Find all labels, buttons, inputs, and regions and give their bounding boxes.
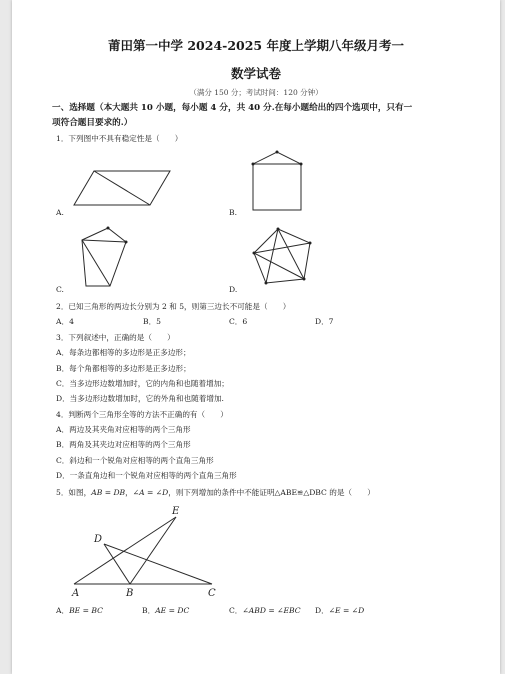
section-heading-line1: 一、选择题（本大题共 10 小题，每小题 4 分，共 40 分.在每小题给出的四个选项中，只有一 bbox=[52, 103, 413, 113]
q2-option-a: A．4 bbox=[56, 317, 74, 326]
q5-stem-math-1: AB = DB bbox=[91, 488, 126, 497]
q2-option-b: B．5 bbox=[143, 317, 162, 326]
q5-option-d bbox=[315, 605, 364, 616]
q3-option-d: D．当多边形边数增加时，它的外角和也随着增加. bbox=[56, 394, 224, 403]
exam-title: 莆田第一中学 2024-2025 年度上学期八年级月考一 bbox=[108, 38, 404, 53]
q5-figure-label-c: C bbox=[208, 588, 216, 599]
q4-option-d: D．一条直角边和一个锐角对应相等的两个直角三角形 bbox=[56, 471, 237, 480]
q1-figure-d-pentagon bbox=[250, 225, 322, 287]
question-1-stem: 1．下列图中不具有稳定性是（ ） bbox=[56, 134, 183, 143]
q3-option-c: C．当多边形边数增加时，它的内角和也随着增加； bbox=[56, 379, 229, 388]
q1-label-b: B. bbox=[229, 208, 237, 217]
q5-option-a bbox=[56, 605, 103, 616]
q3-option-b: B．每个角都相等的多边形是正多边形； bbox=[56, 364, 191, 373]
question-3-stem: 3．下列叙述中，正确的是（ ） bbox=[56, 333, 175, 342]
q2-option-c: C．6 bbox=[229, 317, 248, 326]
q5-option-c bbox=[229, 605, 301, 616]
q5-stem-suffix: ，则下列增加的条件中不能证明△ABE≌△DBC 的是（ ） bbox=[168, 488, 375, 497]
q5-stem-prefix: 5．如图， bbox=[56, 488, 92, 497]
q5-stem-sep: ， bbox=[125, 488, 133, 497]
q5-option-b-math: AE = DC bbox=[155, 606, 190, 615]
q1-figure-a-parallelogram bbox=[72, 165, 182, 210]
q2-option-d: D．7 bbox=[315, 317, 334, 326]
q5-figure-label-a: A bbox=[72, 588, 80, 599]
exam-page bbox=[12, 0, 500, 674]
q1-figure-c-quad bbox=[74, 226, 134, 288]
q4-option-c: C．斜边和一个锐角对应相等的两个直角三角形 bbox=[56, 456, 214, 465]
q5-figure-label-e: E bbox=[172, 506, 180, 517]
q1-label-a: A. bbox=[56, 208, 64, 217]
exam-subtitle: 数学试卷 bbox=[230, 66, 281, 81]
q5-figure bbox=[64, 503, 234, 601]
question-4-stem: 4．判断两个三角形全等的方法不正确的有（ ） bbox=[56, 410, 228, 419]
q4-option-a: A．两边及其夹角对应相等的两个三角形 bbox=[56, 425, 191, 434]
q5-option-b bbox=[142, 605, 189, 616]
exam-info: （满分 150 分；考试时间：120 分钟） bbox=[189, 88, 323, 97]
q5-option-a-letter: A． bbox=[56, 606, 70, 615]
q1-label-d: D. bbox=[229, 285, 238, 294]
q5-option-d-math: ∠E = ∠D bbox=[328, 606, 365, 615]
q5-option-c-letter: C． bbox=[229, 606, 243, 615]
q5-option-c-math: ∠ABD = ∠EBC bbox=[242, 606, 301, 615]
q5-option-d-letter: D． bbox=[315, 606, 329, 615]
q5-option-b-letter: B． bbox=[142, 606, 156, 615]
q3-option-a: A．每条边都相等的多边形是正多边形； bbox=[56, 348, 191, 357]
question-5-stem bbox=[56, 487, 375, 498]
q1-label-c: C. bbox=[56, 285, 64, 294]
question-2-stem: 2．已知三角形的两边长分别为 2 和 5，则第三边长不可能是（ ） bbox=[56, 302, 291, 311]
q5-figure-label-d: D bbox=[94, 534, 103, 545]
q5-option-a-math: BE = BC bbox=[69, 606, 103, 615]
section-heading-line2: 项符合题目要求的.） bbox=[52, 118, 133, 128]
q4-option-b: B．两角及其夹边对应相等的两个三角形 bbox=[56, 440, 191, 449]
q1-figure-b-house bbox=[248, 150, 318, 215]
q5-figure-label-b: B bbox=[126, 588, 134, 599]
q5-stem-math-2: ∠A = ∠D bbox=[132, 488, 169, 497]
